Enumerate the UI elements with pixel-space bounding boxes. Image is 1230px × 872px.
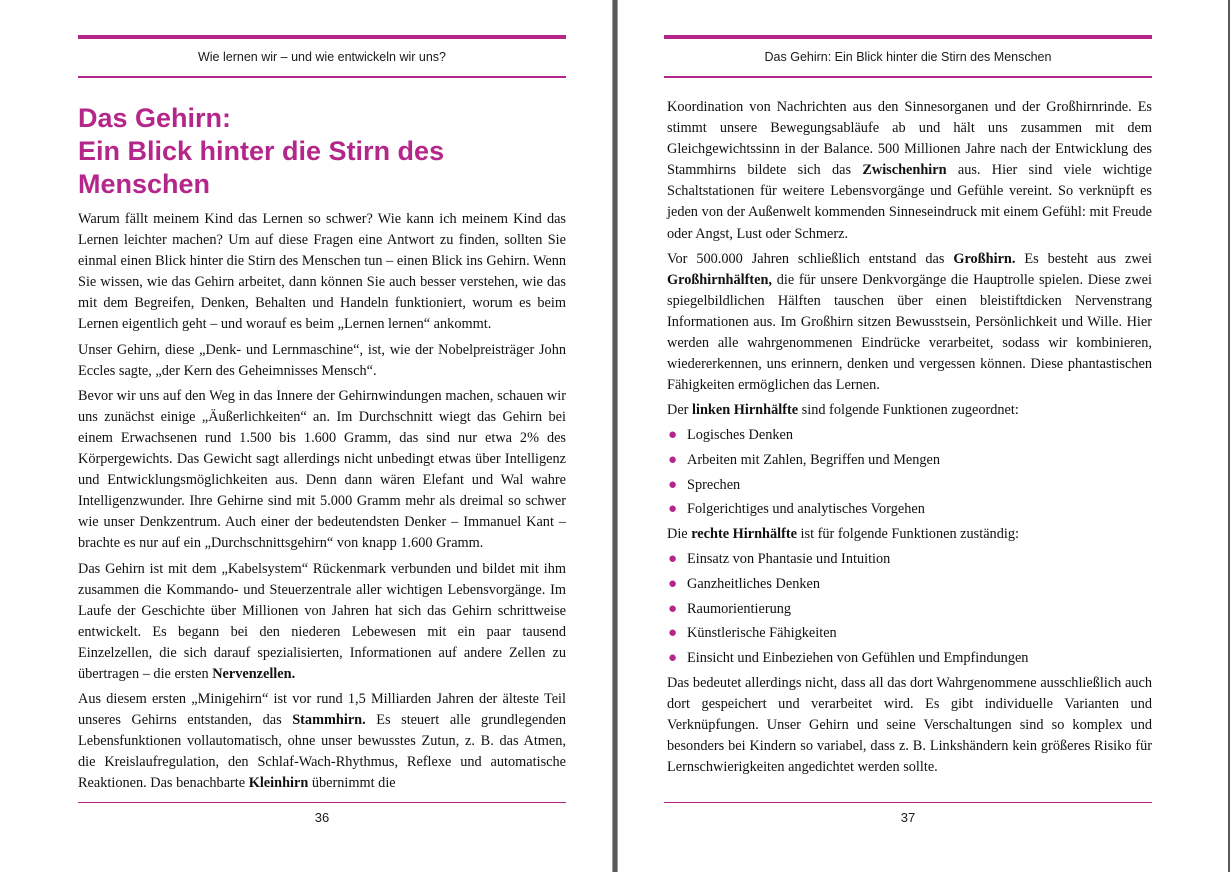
list-item (667, 425, 1152, 446)
footer-rule (664, 802, 1152, 803)
text-run: Es steuert alle grundlegenden Lebensfunktionen vollautomatisch, ohne unser bewusstes Zutun, z. B. das Atmen, die Kreislaufregulation, den Schlaf-Wach-Rhythmus, Reflexe und automatische Reaktionen. Das benachbarte (78, 712, 566, 792)
bold-term: Zwischenhirn (862, 162, 947, 179)
left-hemisphere-list (667, 425, 1152, 520)
page-left (0, 0, 613, 872)
page-number: 37 (900, 810, 916, 825)
text-run: die für unsere Denkvorgänge die Hauptrolle spielen. Diese zwei spiegelbildlichen Hälften tauschen über einen bleistiftdicken Nervenstrang Informationen aus. Im Großhirn sitzen Bewusstsein, Persönlichkeit und Wille. Hier werden alle wahrgenommenen Eindrücke verarbeitet, sodass wir kombinieren, wiedererkennen, uns erinnern, denken und vergessen können. Diese phantastischen Fähigkeiten ermöglichen das Lernen. (667, 271, 1152, 394)
bold-term: linken Hirnhälfte (692, 402, 799, 419)
list-item-text: Raumorientierung (687, 600, 792, 617)
chapter-title-line2: Ein Blick hinter die Stirn des Menschen (78, 136, 445, 199)
list-item (667, 499, 1152, 520)
list-item (667, 574, 1152, 595)
list-item (667, 475, 1152, 496)
list-intro-left (667, 400, 1152, 421)
bullet-dot-icon: ● (668, 427, 678, 444)
bold-term: rechte Hirnhälfte (691, 526, 797, 543)
text-run: Die (667, 526, 692, 543)
list-item (667, 549, 1152, 570)
text-run: Es besteht aus zwei (1015, 250, 1152, 267)
list-item (667, 623, 1152, 644)
paragraph (78, 559, 566, 686)
text-run: übernimmt die (308, 775, 396, 792)
bullet-dot-icon: ● (668, 452, 678, 469)
running-header: Wie lernen wir – und wie entwickeln wir uns? (197, 50, 447, 64)
page-content (78, 102, 566, 799)
bullet-dot-icon: ● (668, 575, 678, 592)
bold-term: Großhirn. (953, 250, 1016, 267)
page-number: 36 (314, 810, 330, 825)
text-run: sind folgende Funktionen zugeordnet: (798, 402, 1019, 419)
bold-term: Nervenzellen. (212, 665, 296, 682)
paragraph: Bevor wir uns auf den Weg in das Innere der Gehirnwindungen machen, schauen wir uns zunächst einige „Äußerlichkeiten“ an. Im Durchschnitt wiegt das Gehirn bei einem Erwachsenen rund 1.500 bis 1.600 Gramm, das sind nur etwa 2% des Körpergewichts. Das Gewicht sagt allerdings nicht unbedingt etwas über Intelligenz und Entwicklungsmöglichkeiten aus. Denn dann wären Elefant und Wal wahre Intelligenzwunder. Ihre Gehirne sind mit 5.000 Gramm mehr als dreimal so schwer wie unser Denkzentrum. Auch einer der bedeutendsten Denker – Immanuel Kant – brachte es nur auf ein „Durchschnittsgehirn“ von knapp 1.600 Gramm. (78, 387, 566, 552)
page-right (617, 0, 1228, 872)
bold-term: Stammhirn. (292, 712, 366, 729)
list-item-text: Einsatz von Phantasie und Intuition (687, 551, 891, 568)
bullet-dot-icon: ● (668, 551, 678, 568)
list-intro-right (667, 524, 1152, 545)
list-item-text: Folgerichtiges und analytisches Vorgehen (687, 501, 925, 518)
list-item-text: Logisches Denken (687, 427, 794, 444)
header-rule-top (664, 35, 1152, 39)
chapter-title-line1: Das Gehirn: (78, 103, 232, 133)
text-run: Vor 500.000 Jahren schließlich entstand das (667, 250, 954, 267)
paragraph: Das bedeutet allerdings nicht, dass all das dort Wahrgenommene ausschließlich auch dort gespeichert und verarbeitet wird. Es gibt individuelle Varianten und Verknüpfungen. Unser Gehirn und seine Verschaltungen sind so komplex und besonders bei Kindern so variabel, dass z. B. Linkshändern kein größeres Risiko für Lernschwierigkeiten angedichtet werden sollte. (667, 674, 1152, 776)
chapter-title (78, 102, 566, 201)
text-run: Das Gehirn ist mit dem „Kabelsystem“ Rückenmark verbunden und bildet mit ihm zusammen die Kommando- und Steuerzentrale aller wichtigen Lebensvorgänge. Im Laufe der Geschichte über Millionen von Jahren hat sich das Gehirn schrittweise entwickelt. Es begann bei den niederen Lebewesen mit ein paar tausend Einzelzellen, die sich darauf spezialisierten, Informationen auf andere Zellen zu übertragen – die ersten (78, 560, 566, 682)
text-run: Aus diesem ersten „Minigehirn“ ist vor rund 1,5 Milliarden Jahren der älteste Teil unseres Gehirns entstanden, das (78, 691, 566, 729)
bullet-dot-icon: ● (668, 600, 678, 617)
paragraph (667, 97, 1152, 245)
paragraph: Warum fällt meinem Kind das Lernen so schwer? Wie kann ich meinem Kind das Lernen leichter machen? Um auf diese Fragen eine Antwort zu finden, sollten Sie einmal einen Blick hinter die Stirn des Menschen tun – einen Blick ins Gehirn. Wenn Sie wissen, wie das Gehirn arbeitet, dann können Sie auch besser verstehen, wie das mit dem Begreifen, Denken, Behalten und Handeln funktioniert, worum es beim Lernen eigentlich geht – und worauf es beim „Lernen lernen“ ankommt. (78, 211, 566, 333)
list-item-text: Künstlerische Fähigkeiten (687, 625, 837, 642)
running-header: Das Gehirn: Ein Blick hinter die Stirn des Menschen (764, 50, 1052, 64)
bullet-dot-icon: ● (668, 501, 678, 518)
list-item (667, 648, 1152, 669)
bullet-dot-icon: ● (668, 625, 678, 642)
list-item-text: Einsicht und Einbeziehen von Gefühlen und Empfindungen (687, 650, 1029, 666)
bullet-dot-icon: ● (668, 476, 678, 493)
paragraph: Unser Gehirn, diese „Denk- und Lernmaschine“, ist, wie der Nobelpreisträger John Eccles sagte, „der Kern des Geheimnisses Mensch“. (78, 341, 566, 379)
list-item-text: Sprechen (687, 476, 741, 493)
bullet-dot-icon: ● (668, 650, 678, 666)
footer-rule (78, 802, 566, 803)
list-item (667, 450, 1152, 471)
right-hemisphere-list (667, 549, 1152, 669)
text-run: ist für folgende Funktionen zuständig: (796, 526, 1019, 543)
header-rule-bottom (664, 76, 1152, 78)
paragraph (78, 689, 566, 794)
list-item (667, 599, 1152, 620)
bold-term: Großhirnhälften, (667, 271, 772, 288)
page-content (667, 97, 1152, 782)
text-run: Der (667, 402, 693, 419)
bold-term: Kleinhirn (248, 775, 309, 792)
list-item-text: Ganzheitliches Denken (687, 575, 820, 592)
header-rule-bottom (78, 76, 566, 78)
header-rule-top (78, 35, 566, 39)
paragraph (667, 249, 1152, 397)
text-run: aus. Hier sind viele wichtige Schaltstationen für weitere Lebensvorgänge und Gefühle vereint. So verknüpft es jeden von der Außenwelt kommenden Sinneseindruck mit einem Gefühl: mit Freude oder Angst, Lust oder Schmerz. (667, 162, 1152, 242)
text-run: Koordination von Nachrichten aus den Sinnesorganen und der Großhirnrinde. Es stimmt unsere Bewegungsabläufe ab und hält uns zusammen mit dem Gleichgewichtssinn in der Balance. 500 Millionen Jahre nach der Entwicklung des Stammhirns bildete sich das (667, 99, 1152, 179)
list-item-text: Arbeiten mit Zahlen, Begriffen und Mengen (687, 452, 941, 469)
